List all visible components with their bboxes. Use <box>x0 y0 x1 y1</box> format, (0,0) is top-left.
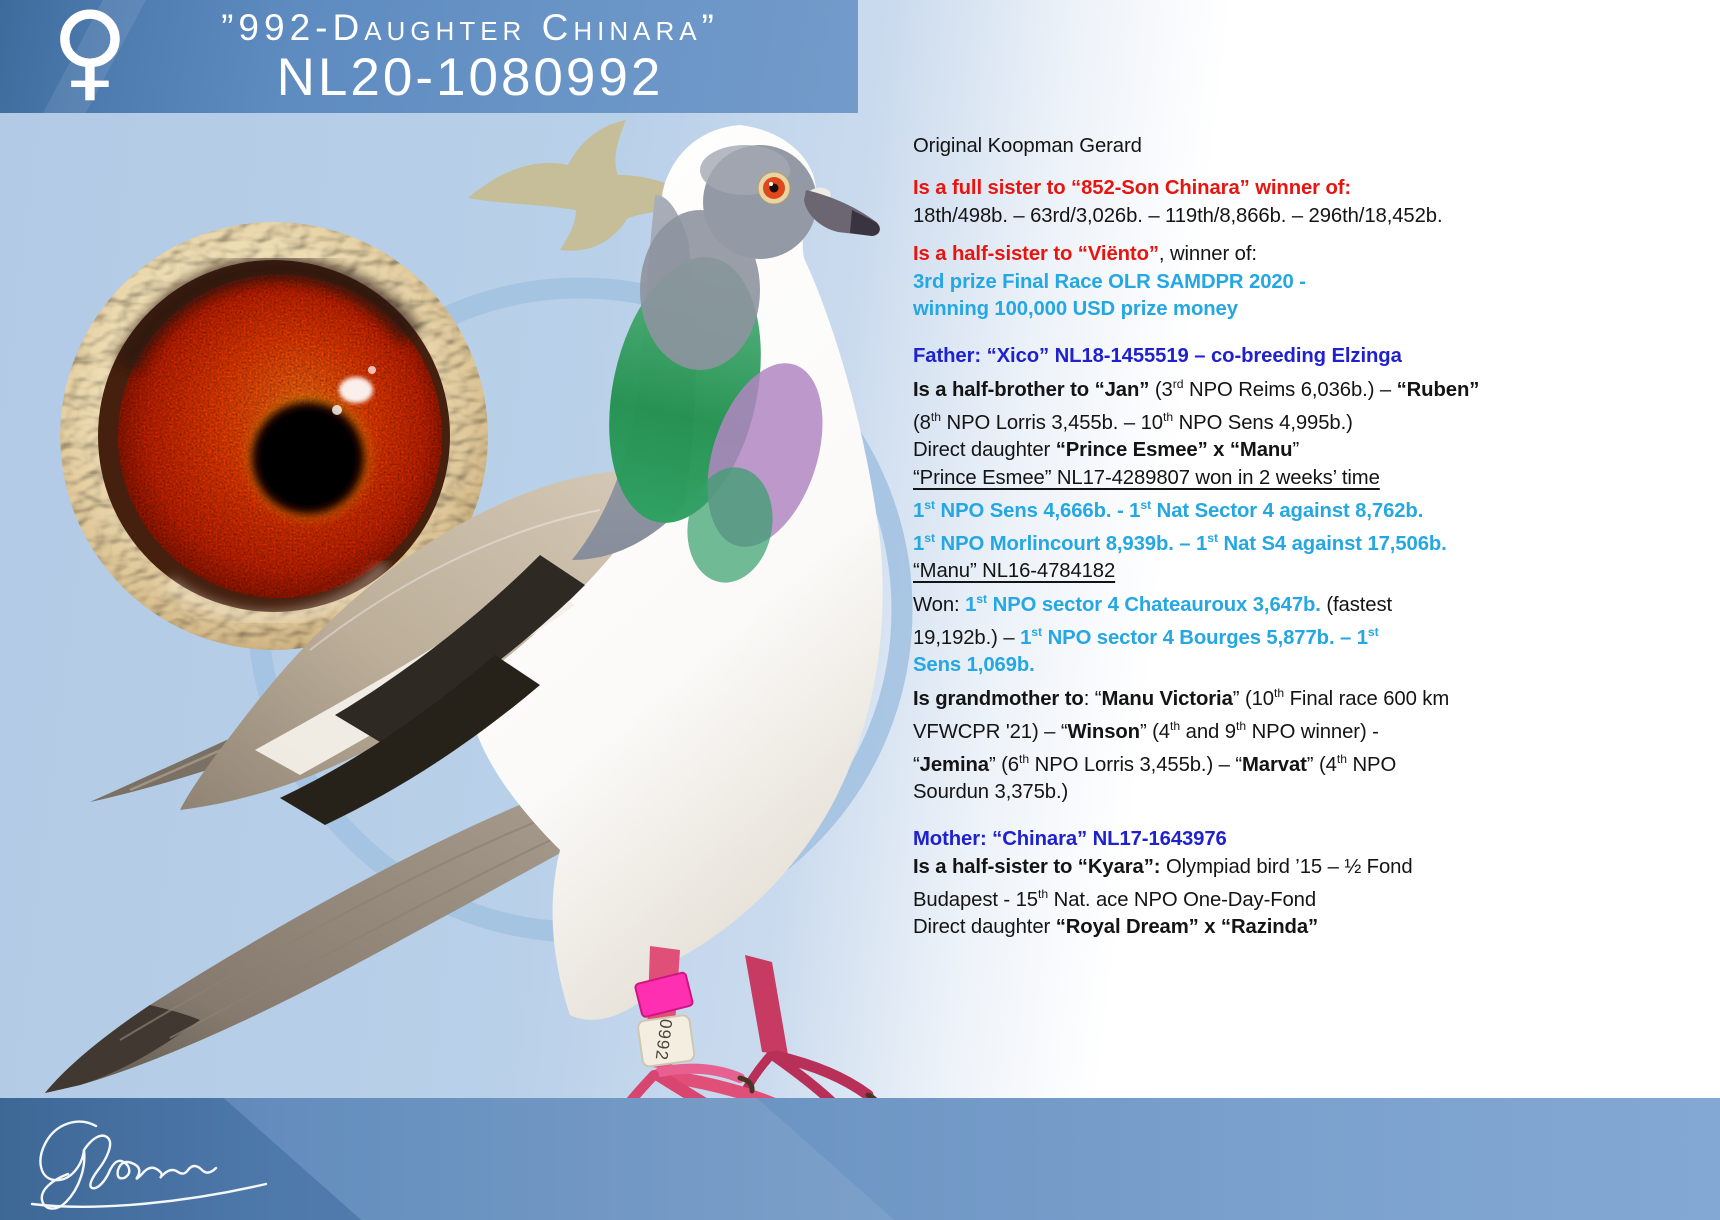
pedigree-line: (8th NPO Lorris 3,455b. – 10th NPO Sens 4,995b.) <box>913 410 1353 434</box>
bird-ring-number: NL20-1080992 <box>276 48 664 107</box>
leg-band-number: 0992 <box>651 1017 676 1062</box>
header-band <box>0 0 858 113</box>
pedigree-line: Original Koopman Gerard <box>913 135 1142 157</box>
female-symbol-icon: ♀ <box>51 0 129 112</box>
pedigree-line: “Jemina” (6th NPO Lorris 3,455b.) – “Marvat” (4th NPO <box>913 751 1397 776</box>
pedigree-text <box>913 133 1713 942</box>
pedigree-line: Father: “Xico” NL18-1455519 – co-breeding Elzinga <box>913 345 1402 368</box>
pedigree-line: Is grandmother to: “Manu Victoria” (10th Final race 600 km <box>913 685 1450 710</box>
pedigree-line: Mother: “Chinara” NL17-1643976 <box>913 828 1227 851</box>
pigeon-photo <box>0 90 920 1220</box>
pedigree-line: 19,192b.) – 1st NPO sector 4 Bourges 5,877b. – 1st <box>913 624 1379 649</box>
pedigree-line: 18th/498b. – 63rd/3,026b. – 119th/8,866b. – 296th/18,452b. <box>913 204 1443 227</box>
pedigree-line: 3rd prize Final Race OLR SAMDPR 2020 - <box>913 270 1306 293</box>
pigeon-tail <box>45 785 575 1093</box>
pedigree-line: 1st NPO Morlincourt 8,939b. – 1st Nat S4 against 17,506b. <box>913 531 1447 555</box>
pedigree-line: Budapest - 15th Nat. ace NPO One-Day-Fond <box>913 887 1317 911</box>
pedigree-line: Direct daughter “Prince Esmee” x “Manu” <box>913 439 1300 462</box>
pedigree-line: Direct daughter “Royal Dream” x “Razinda” <box>913 916 1319 939</box>
pedigree-line: winning 100,000 USD prize money <box>913 298 1238 321</box>
pedigree-line: Is a full sister to “852-Son Chinara” winner of: <box>913 177 1352 200</box>
koopman-signature <box>18 1108 278 1218</box>
pedigree-line: Won: 1st NPO sector 4 Chateauroux 3,647b. (fastest <box>913 591 1393 616</box>
pigeon-eye <box>758 172 790 204</box>
pedigree-line: Sens 1,069b. <box>913 654 1035 677</box>
pedigree-line: Is a half-sister to “Kyara”: Olympiad bird ’15 – ½ Fond <box>913 855 1413 878</box>
bird-nickname: ”992-Daughter Chinara” <box>221 7 719 48</box>
pedigree-line: Is a half-sister to “Viënto”, winner of: <box>913 243 1257 266</box>
pedigree-line: Sourdun 3,375b.) <box>913 781 1069 804</box>
pigeon-head <box>700 145 880 259</box>
pedigree-line: 1st NPO Sens 4,666b. - 1st Nat Sector 4 against 8,762b. <box>913 498 1424 522</box>
pedigree-line: Is a half-brother to “Jan” (3rd NPO Reims 6,036b.) – “Ruben” <box>913 376 1480 401</box>
pedigree-line: VFWCPR '21) – “Winson” (4th and 9th NPO winner) - <box>913 718 1379 743</box>
pedigree-line: “Manu” NL16-4784182 <box>913 560 1116 583</box>
pedigree-line: “Prince Esmee” NL17-4289807 won in 2 weeks’ time <box>913 466 1380 489</box>
